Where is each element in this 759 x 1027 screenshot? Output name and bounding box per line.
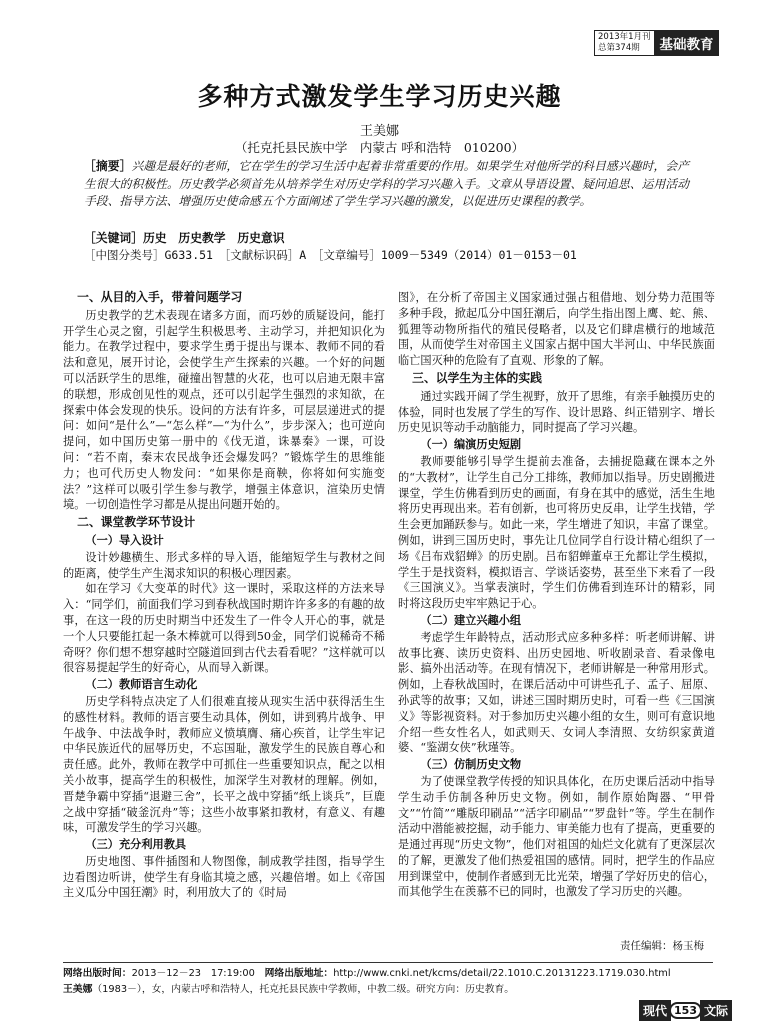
url-label: 网络出版地址：: [264, 968, 334, 979]
keywords: [84, 230, 689, 247]
author-bio: [63, 982, 723, 997]
responsible-editor: 责任编辑：杨玉梅: [620, 940, 704, 952]
paragraph: 历史学科特点决定了人们很难直接从现实生活中获得活生生的感性材料。教师的语言要生动具体，例如，讲到鸦片战争、甲午战争、中法战争时，教师应义愤填膺、痛心疾首，让学生牢记中华民族近代的屈辱历史，不忘国耻，激发学生的民族自尊心和责任感。此外，教师在教学中可抓住一些重要知识点，配之以相关小故事，提高学生的积极性，加深学生对教材的理解。例如，晋楚争霸中穿插“退避三舍”，长平之战中穿插“纸上谈兵”，巨鹿之战中穿插“破釜沉舟”等；这些小故事紧扣教材，有意义、有趣味，可激发学生的学习兴趣。: [63, 694, 385, 835]
journal-header: [594, 30, 719, 56]
subsection-heading: （二）建立兴趣小组: [420, 613, 522, 627]
footer-divider: [63, 962, 713, 963]
page-journal-right: 文际: [700, 1000, 732, 1021]
issue-info: [594, 30, 655, 56]
abstract: [84, 158, 689, 211]
publish-time-label: 网络出版时间：: [63, 968, 132, 979]
subsection-heading: （三）充分利用教具: [85, 838, 187, 852]
page-number: 153: [669, 1002, 702, 1019]
subsection-heading: （三）仿制历史文物: [420, 758, 522, 772]
page-journal-left: 现代: [639, 1000, 671, 1021]
subsection-heading: （一）编演历史短剧: [420, 438, 522, 452]
paragraph: 历史地图、事件插图和人物图像，制成教学挂图，指导学生边看图边听讲，使学生有身临其境之感，兴趣倍增。如上《帝国主义瓜分中国狂潮》时，利用放大了的《时局: [63, 854, 385, 900]
section-heading: 二、课堂教学环节设计: [77, 515, 196, 530]
page-number-badge: [639, 1000, 732, 1021]
subsection-heading: （二）教师语言生动化: [85, 678, 198, 692]
paragraph: 设计妙趣横生、形式多样的导入语，能缩短学生与教材之间的距离，使学生产生渴求知识的积极心理因素。: [63, 550, 385, 580]
journal-section: 基础教育: [655, 30, 719, 56]
article-title: 多种方式激发学生学习历史兴趣: [197, 82, 562, 111]
paragraph: 教师要能够引导学生提前去准备，去捕捉隐藏在课本之外的“大教材”，让学生自己分工排练，教师加以指导。历史剧搬进课堂，学生仿佛看到历史的画面，有身在其中的感觉，活生生地将历史再现出来。若有创新，也可将历史反串，让学生找错，学生会更加踊跃参与。如此一来，学生增进了知识，丰富了课堂。例如，讲到三国历史时，事先让几位同学自行设计精心组织了一场《吕布戏貂蝉》的历史剧。吕布貂蝉董卓王允都让学生模拟，学生于是找资料，模拟语言、学谈话姿势，甚至坐下来看了一段《三国演义》。当掌表演时，学生们仿佛看到连环计的精彩，同时将这段历史牢牢熟记于心。: [398, 454, 715, 611]
paragraph: 考虑学生年龄特点，活动形式应多种多样：听老师讲解、讲故事比赛、读历史资料、出历史园地、听收剧录音、看录像电影、搞外出活动等。在现有情况下，老师讲解是一种常用形式。例如，上春秋战国时，在课后活动中可讲些孔子、孟子、屈原、孙武等的故事；又如，讲述三国时期历史时，可看一些《三国演义》等影视资料。对于参加历史兴趣小组的女生，则可有意识地介绍一些女性名人，如武则天、女词人李清照、女纺织家黄道婆、“鉴湖女侠”秋瑾等。: [398, 630, 715, 755]
issue-total: 总第374期: [598, 43, 640, 53]
paragraph: 图》，在分析了帝国主义国家通过强占租借地、划分势力范围等多种手段，掀起瓜分中国狂潮后，向学生指出图上鹰、蛇、熊、狐狸等动物所指代的殖民侵略者，以及它们肆虐横行的地域范围，从而使学生对帝国主义国家占据中国大半河山、中华民族面临亡国灭种的危险有了直观、形象的了解。: [398, 291, 715, 368]
keywords-label: ［关键词］: [84, 231, 143, 245]
publication-info: [63, 966, 723, 981]
classification-line: ［中图分类号］G633.51 ［文献标识码］A ［文章编号］1009－5349（2014）01－0153－01: [84, 248, 577, 262]
article-author: 王美娜: [359, 124, 399, 139]
paragraph: 如在学习《大变革的时代》这一课时，采取这样的方法来导入：“同学们，前面我们学习到春秋战国时期许许多多的有趣的故事，在这一段的历史时期当中还发生了一件令人开心的事，就是一个人只要能扛起一条木棒就可以得到50金，同学们说稀奇不稀奇呀？你们想不想穿越时空隧道回到古代去看看呢？”这样就可以很容易提起学生的好奇心，从而导入新课。: [63, 582, 385, 675]
abstract-text: 兴趣是最好的老师，它在学生的学习生活中起着非常重要的作用。如果学生对他所学的科目感兴趣时，会产生很大的积极性。历史教学必须首先从培养学生对历史学科的学习兴趣入手。文章从导语设置、疑问追思、运用活动手段、指导方法、增强历史使命感五个方面阐述了学生学习兴趣的激发，以促进历史课程的教学。: [84, 159, 689, 208]
bio-author-name: 王美娜: [63, 984, 93, 995]
left-column: [63, 288, 385, 901]
section-heading: 三、以学生为主体的实践: [412, 370, 542, 385]
issue-date: 2013年1月刊: [598, 32, 651, 42]
bio-text: （1983－），女，内蒙古呼和浩特人，托克托县民族中学教师，中教二级。研究方向：历史教育。: [92, 984, 515, 995]
paragraph: 为了使课堂教学传授的知识具体化，在历史课后活动中指导学生动手仿制各种历史文物。例如，制作原始陶器、“甲骨文”“竹简”“雕版印刷品”“活字印刷品”“罗盘针”等。学生在制作活动中潜能被挖掘，动手能力、审美能力也有了提高，更重要的是通过再现“历史文物”，他们对祖国的灿烂文化就有了更深层次的了解，更激发了他们热爱祖国的感情。同时，把学生的作品应用到课堂中，使制作者感到无比光荣，增强了学好历史的信心，而其他学生在羡慕不已的同时，也激发了学习历史的兴趣。: [398, 774, 715, 899]
publication-url[interactable]: http://www.cnki.net/kcms/detail/22.1010.C.20131223.1719.030.html: [333, 968, 671, 979]
abstract-label: ［摘要］: [84, 159, 132, 173]
keywords-text: 历史 历史教学 历史意识: [143, 231, 285, 245]
author-affiliation: （托克托县民族中学 内蒙古 呼和浩特 010200）: [234, 140, 525, 155]
section-heading: 一、从目的入手，带着问题学习: [77, 290, 243, 304]
paragraph: 历史教学的艺术表现在诸多方面，而巧妙的质疑设问，能打开学生心灵之窗，引起学生积极思考、主动学习，并把知识化为能力。在教学过程中，要求学生勇于提出与课本、教师不同的看法和意见，展开讨论，会使学生产生探索的兴趣。一个好的问题可以活跃学生的思维，碰撞出智慧的火花，也可以启迪无限丰富的联想，形成创见性的观点，还可以引起学生强烈的求知欲，在探索中体会发现的快乐。设问的方法有许多，可层层递进式的提问：如问“是什么”—“怎么样”—“为什么”，步步深入；也可逆向提问，如中国历史第一册中的《伐无道，诛暴秦》一课，可设问：“若不南，秦末农民战争还会爆发吗？”锻炼学生的思维能力；也可代历史人物发问：“如果你是商鞅，你将如何实施变法？”这样可以吸引学生参与教学，增强主体意识，渲染历史情境。一切创造性学习都是从提出问题开始的。: [63, 308, 385, 512]
subsection-heading: （一）导入设计: [85, 533, 164, 547]
paragraph: 通过实践开阔了学生视野，放开了思维，有亲手触摸历史的体验，同时也发展了学生的写作、设计思路、纠正错别字、增长历史见识等动手动脑能力，同时提高了学习兴趣。: [398, 389, 715, 435]
publish-time: 2013－12－23 17:19:00: [131, 968, 255, 979]
right-column: [398, 290, 715, 900]
